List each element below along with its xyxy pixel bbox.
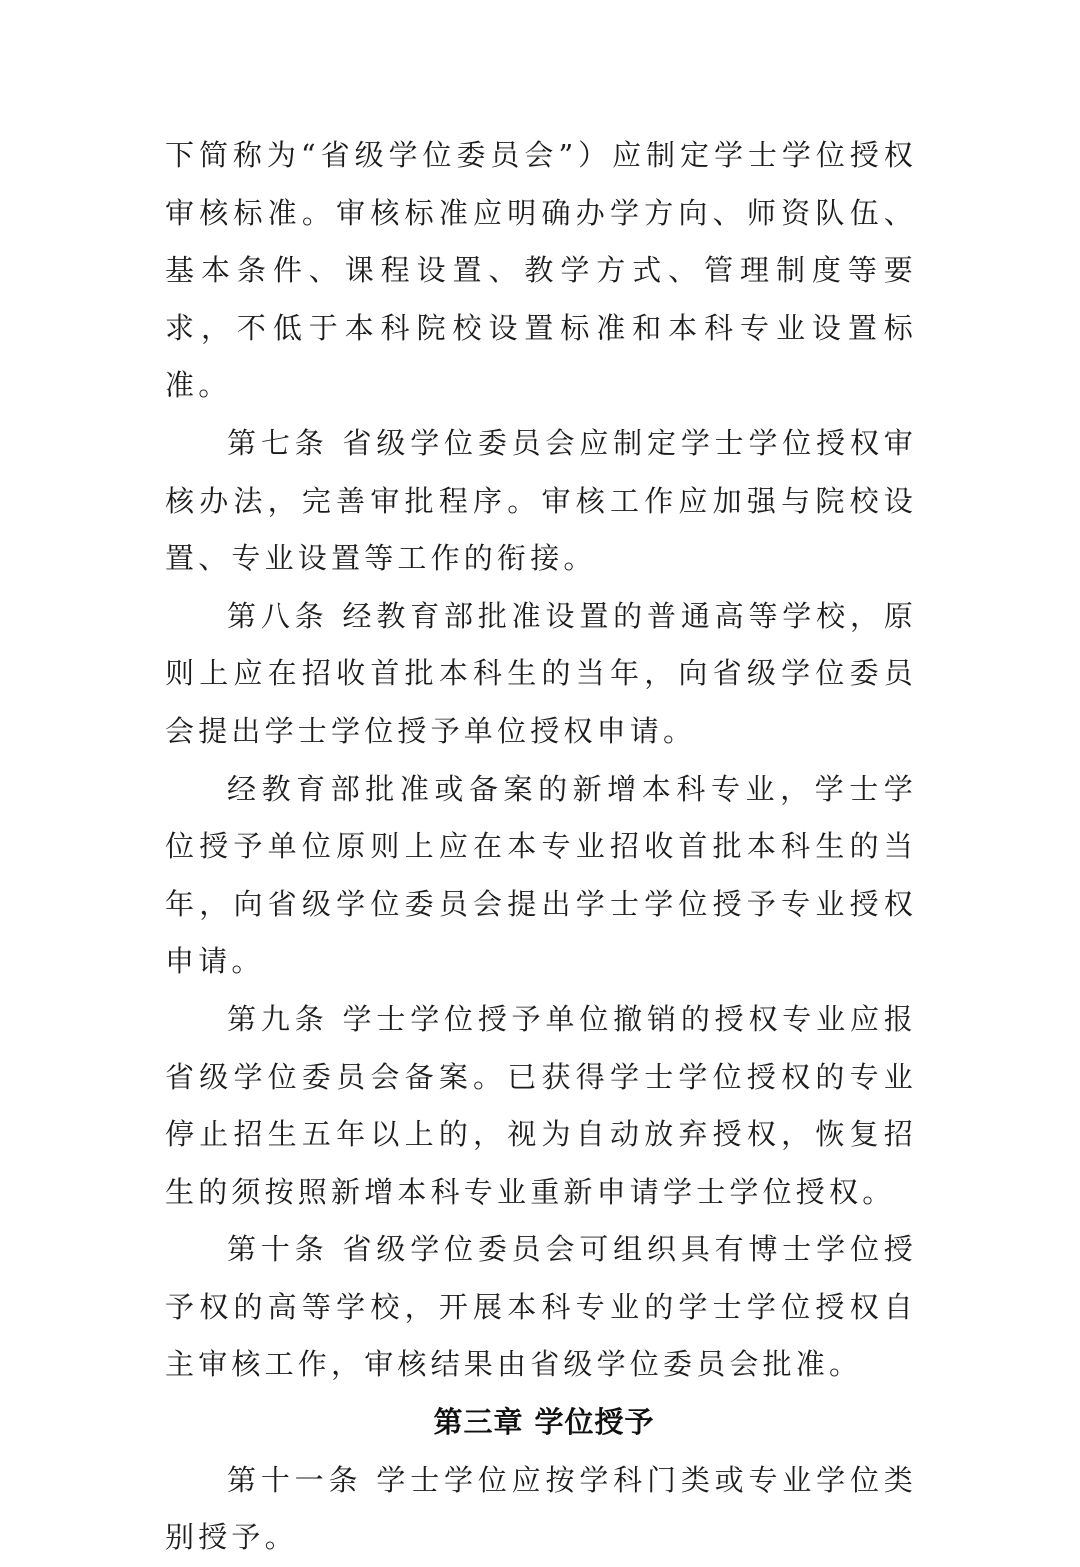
paragraph-article-6-continued: 下简称为“省级学位委员会”）应制定学士学位授权审核标准。审核标准应明确办学方向、师资队伍、基本条件、课程设置、教学方式、管理制度等要求，不低于本科院校设置标准和本科专业设置标准。 (165, 138, 917, 403)
paragraph-article-8: 第八条 经教育部批准设置的普通高等学校，原则上应在招收首批本科生的当年，向省级学位委员会提出学士学位授予单位授权申请。 (165, 598, 917, 748)
chapter-heading: 第三章 学位授予 (433, 1405, 655, 1440)
document-body (165, 127, 917, 1567)
paragraph-article-7: 第七条 省级学位委员会应制定学士学位授权审核办法，完善审批程序。审核工作应加强与院校设置、专业设置等工作的衔接。 (165, 425, 917, 576)
paragraph-article-9: 第九条 学士学位授予单位撤销的授权专业应报省级学位委员会备案。已获得学士学位授权的专业停止招生五年以上的，视为自动放弃授权，恢复招生的须按照新增本科专业重新申请学士学位授权。 (165, 1001, 917, 1209)
paragraph-article-10: 第十条 省级学位委员会可组织具有博士学位授予权的高等学校，开展本科专业的学士学位授权自主审核工作，审核结果由省级学位委员会批准。 (165, 1232, 917, 1382)
paragraph-article-8-second: 经教育部批准或备案的新增本科专业，学士学位授予单位原则上应在本专业招收首批本科生的当年，向省级学位委员会提出学士学位授予专业授权申请。 (165, 771, 917, 979)
paragraph-article-11: 第十一条 学士学位应按学科门类或专业学位类别授予。 (165, 1462, 917, 1555)
